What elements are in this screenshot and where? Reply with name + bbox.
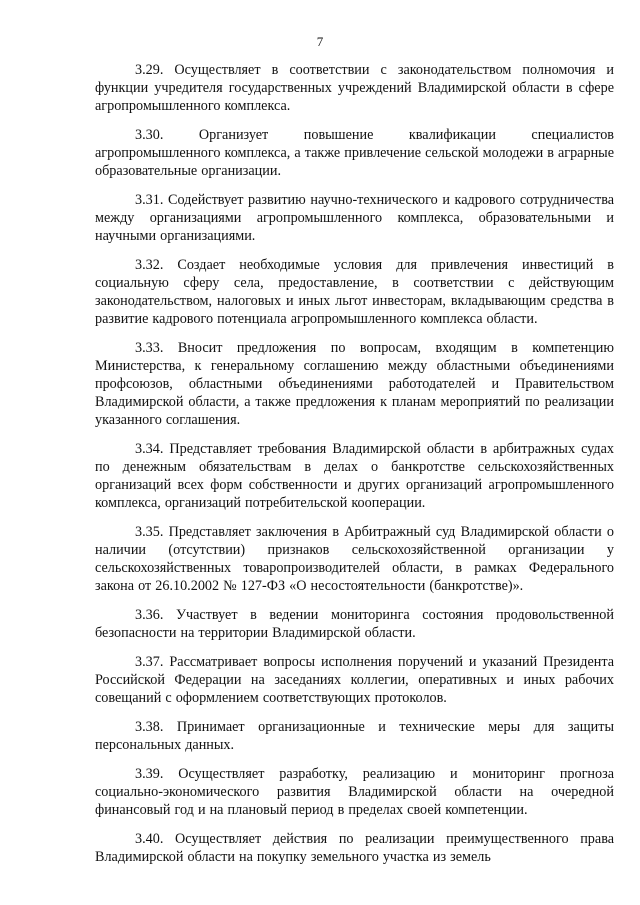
- clause-3-32: [95, 256, 614, 328]
- clause-text: Представляет заключения в Арбитражный суд Владимирской области о наличии (отсутствии) признаков сельскохозяйственной организации у сельскохозяйственных товаропроизводителей области, в рамках Федерального закона от 26.10.2002 № 127-ФЗ «О несостоятельности (банкротстве)».: [95, 524, 615, 594]
- clause-text: Рассматривает вопросы исполнения поручений и указаний Президента Российской Федерации на заседаниях коллегии, оперативных и иных рабочих совещаний с оформлением соответствующих протоколов.: [95, 654, 615, 706]
- clause-number: 3.31.: [135, 192, 164, 208]
- page-number: 7: [316, 34, 324, 49]
- clause-number: 3.39.: [135, 766, 164, 782]
- clause-text: Участвует в ведении мониторинга состояния продовольственной безопасности на территории Владимирской области.: [95, 607, 614, 641]
- clause-3-38: [95, 718, 614, 754]
- clause-3-29: [95, 61, 614, 115]
- clause-text: Осуществляет в соответствии с законодательством полномочия и функции учредителя государственных учреждений Владимирской области в сфере агропромышленного комплекса.: [95, 62, 615, 114]
- clause-3-36: [95, 606, 614, 642]
- clause-text: Представляет требования Владимирской области в арбитражных судах по денежным обязательствам в делах о банкротстве сельскохозяйственных организаций всех форм собственности и других организаций агропромышленного комплекса, организаций потребительской кооперации.: [95, 441, 614, 511]
- clause-text: Принимает организационные и технические меры для защиты персональных данных.: [95, 719, 615, 753]
- clause-3-30: [95, 126, 614, 180]
- clause-3-35: [95, 523, 614, 595]
- clause-3-33: [95, 339, 614, 429]
- clause-text: Вносит предложения по вопросам, входящим в компетенцию Министерства, к генеральному соглашению между областными объединениями профсоюзов, областными объединениями работодателей и Правительством Владимирской области, а также предложения к планам мероприятий по реализации указанного соглашения.: [95, 340, 614, 428]
- clause-number: 3.40.: [135, 831, 164, 847]
- clause-text: Создает необходимые условия для привлечения инвестиций в социальную сферу села, предоставление, в соответствии с действующим законодательством, налоговых и иных льгот инвесторам, вкладывающим средства в развитие кадрового потенциала агропромышленного комплекса области.: [95, 257, 614, 327]
- clause-3-40: [95, 830, 614, 866]
- clause-number: 3.32.: [135, 257, 164, 273]
- clause-3-37: [95, 653, 614, 707]
- clause-number: 3.38.: [135, 719, 164, 735]
- clause-text: Осуществляет действия по реализации преимущественного права Владимирской области на покупку земельного участка из земель: [95, 831, 614, 865]
- clause-3-34: [95, 440, 614, 512]
- clause-number: 3.34.: [135, 441, 164, 457]
- clause-3-31: [95, 191, 614, 245]
- clause-text: Организует повышение квалификации специалистов агропромышленного комплекса, а также привлечение сельской молодежи в аграрные образовательные организации.: [95, 127, 615, 179]
- document-body: [95, 61, 614, 866]
- clause-number: 3.36.: [135, 607, 164, 623]
- clause-number: 3.30.: [135, 127, 164, 143]
- clause-number: 3.37.: [135, 654, 164, 670]
- clause-number: 3.29.: [135, 62, 164, 78]
- clause-text: Осуществляет разработку, реализацию и мониторинг прогноза социально-экономического развития Владимирской области на очередной финансовый год и на плановый период в пределах своей компетенции.: [95, 766, 615, 818]
- clause-number: 3.35.: [135, 524, 164, 540]
- clause-number: 3.33.: [135, 340, 164, 356]
- clause-3-39: [95, 765, 614, 819]
- clause-text: Содействует развитию научно-технического и кадрового сотрудничества между организациями агропромышленного комплекса, образовательными и научными организациями.: [95, 192, 615, 244]
